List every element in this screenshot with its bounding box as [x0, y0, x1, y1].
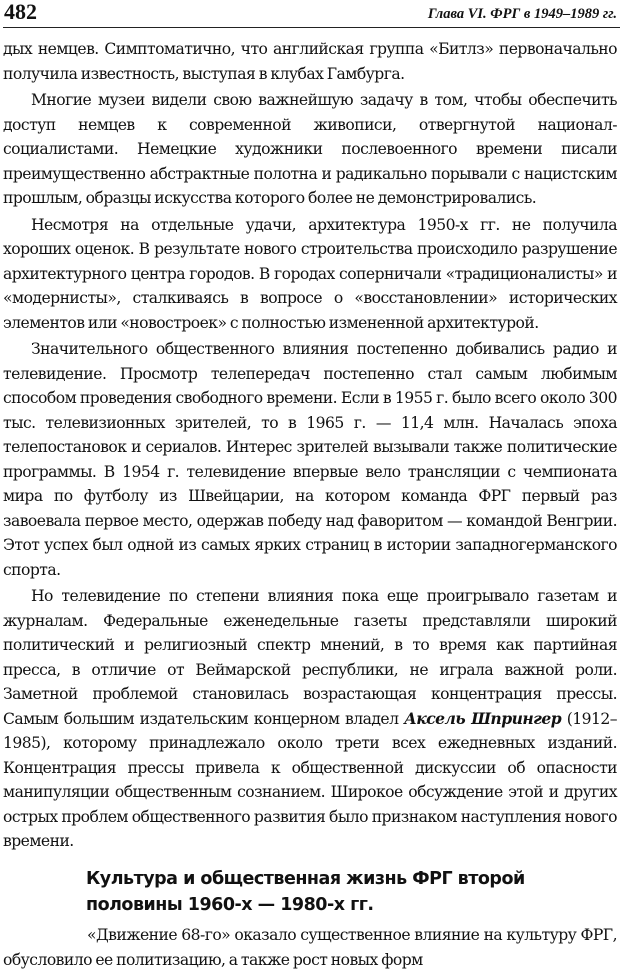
press-text-before: Но телевидение по степени влияния пока еще проигрывало газетам и журналам. Федеральные еженедельные газеты представляли широкий политический и религиозный спектр мнений, в то время как партийная пресса, в отличие от Веймарской республики, не играла важной роли. Заметной проблемой становилась возрастающая концентрация прессы. Самым большим издательским концерном владел [3, 587, 617, 728]
page-header [0, 0, 623, 30]
page-number: 482 [4, 0, 37, 24]
paragraph-continued: дых немцев. Симптоматично, что английская группа «Битлз» первоначально получила известность, выступая в клубах Гамбурга. [3, 40, 617, 83]
paragraph-museums: Многие музеи видели свою важнейшую задачу в том, чтобы обеспечить доступ немцев к современной живописи, отвергнутой национал-социалистами. Немецкие художники послевоенного времени писали преимущественно абстрактные полотна и радикально порывали с нацистским прошлым, образцы искусства которого более не демонстрировались. [3, 91, 617, 207]
body-text [3, 37, 617, 854]
section-first-paragraph: «Движение 68-го» оказало существенное влияние на культуру ФРГ, обусловило ее политизацию, а также рост новых форм [3, 926, 617, 969]
press-text-after: (1912–1985), которому принадлежало около трети всех ежедневных изданий. Концентрация прессы привела к общественной дискуссии об опасности манипуляции общественным сознанием. Широкое обсуждение этой и других острых проблем общественного развития было признаком наступления нового времени. [3, 709, 617, 850]
header-rule [3, 27, 620, 28]
person-name: Аксель Шпрингер [404, 708, 562, 728]
paragraph-press [3, 584, 617, 854]
running-head: Глава VI. ФРГ в 1949–1989 гг. [427, 6, 617, 22]
paragraph-television: Значительного общественного влияния постепенно добивались радио и телевидение. Просмотр телепередач постепенно стал самым любимым способом проведения свободного времени. Если в 1955 г. было всего около 300 тыс. телевизионных зрителей, то в 1965 г. — 11,4 млн. Началась эпоха телепостановок и сериалов. Интерес зрителей вызывали также политические программы. В 1954 г. телевидение впервые вело трансляции с чемпионата мира по футболу из Швейцарии, на котором команда ФРГ первый раз завоевала первое место, одержав победу над фаворитом — командой Венгрии. Этот успех был одной из самых ярких страниц в истории западногерманского спорта. [3, 340, 617, 579]
section-heading: Культура и общественная жизнь ФРГ второй половины 1960-х — 1980-х гг. [86, 869, 525, 915]
paragraph-architecture: Несмотря на отдельные удачи, архитектура 1950-х гг. не получила хороших оценок. В результате нового строительства происходило разрушение архитектурного центра городов. В городах соперничали «традиционалисты» и «модернисты», сталкиваясь в вопросе о «восстановлении» исторических элементов или «новостроек» с полностью измененной архитектурой. [3, 215, 617, 332]
